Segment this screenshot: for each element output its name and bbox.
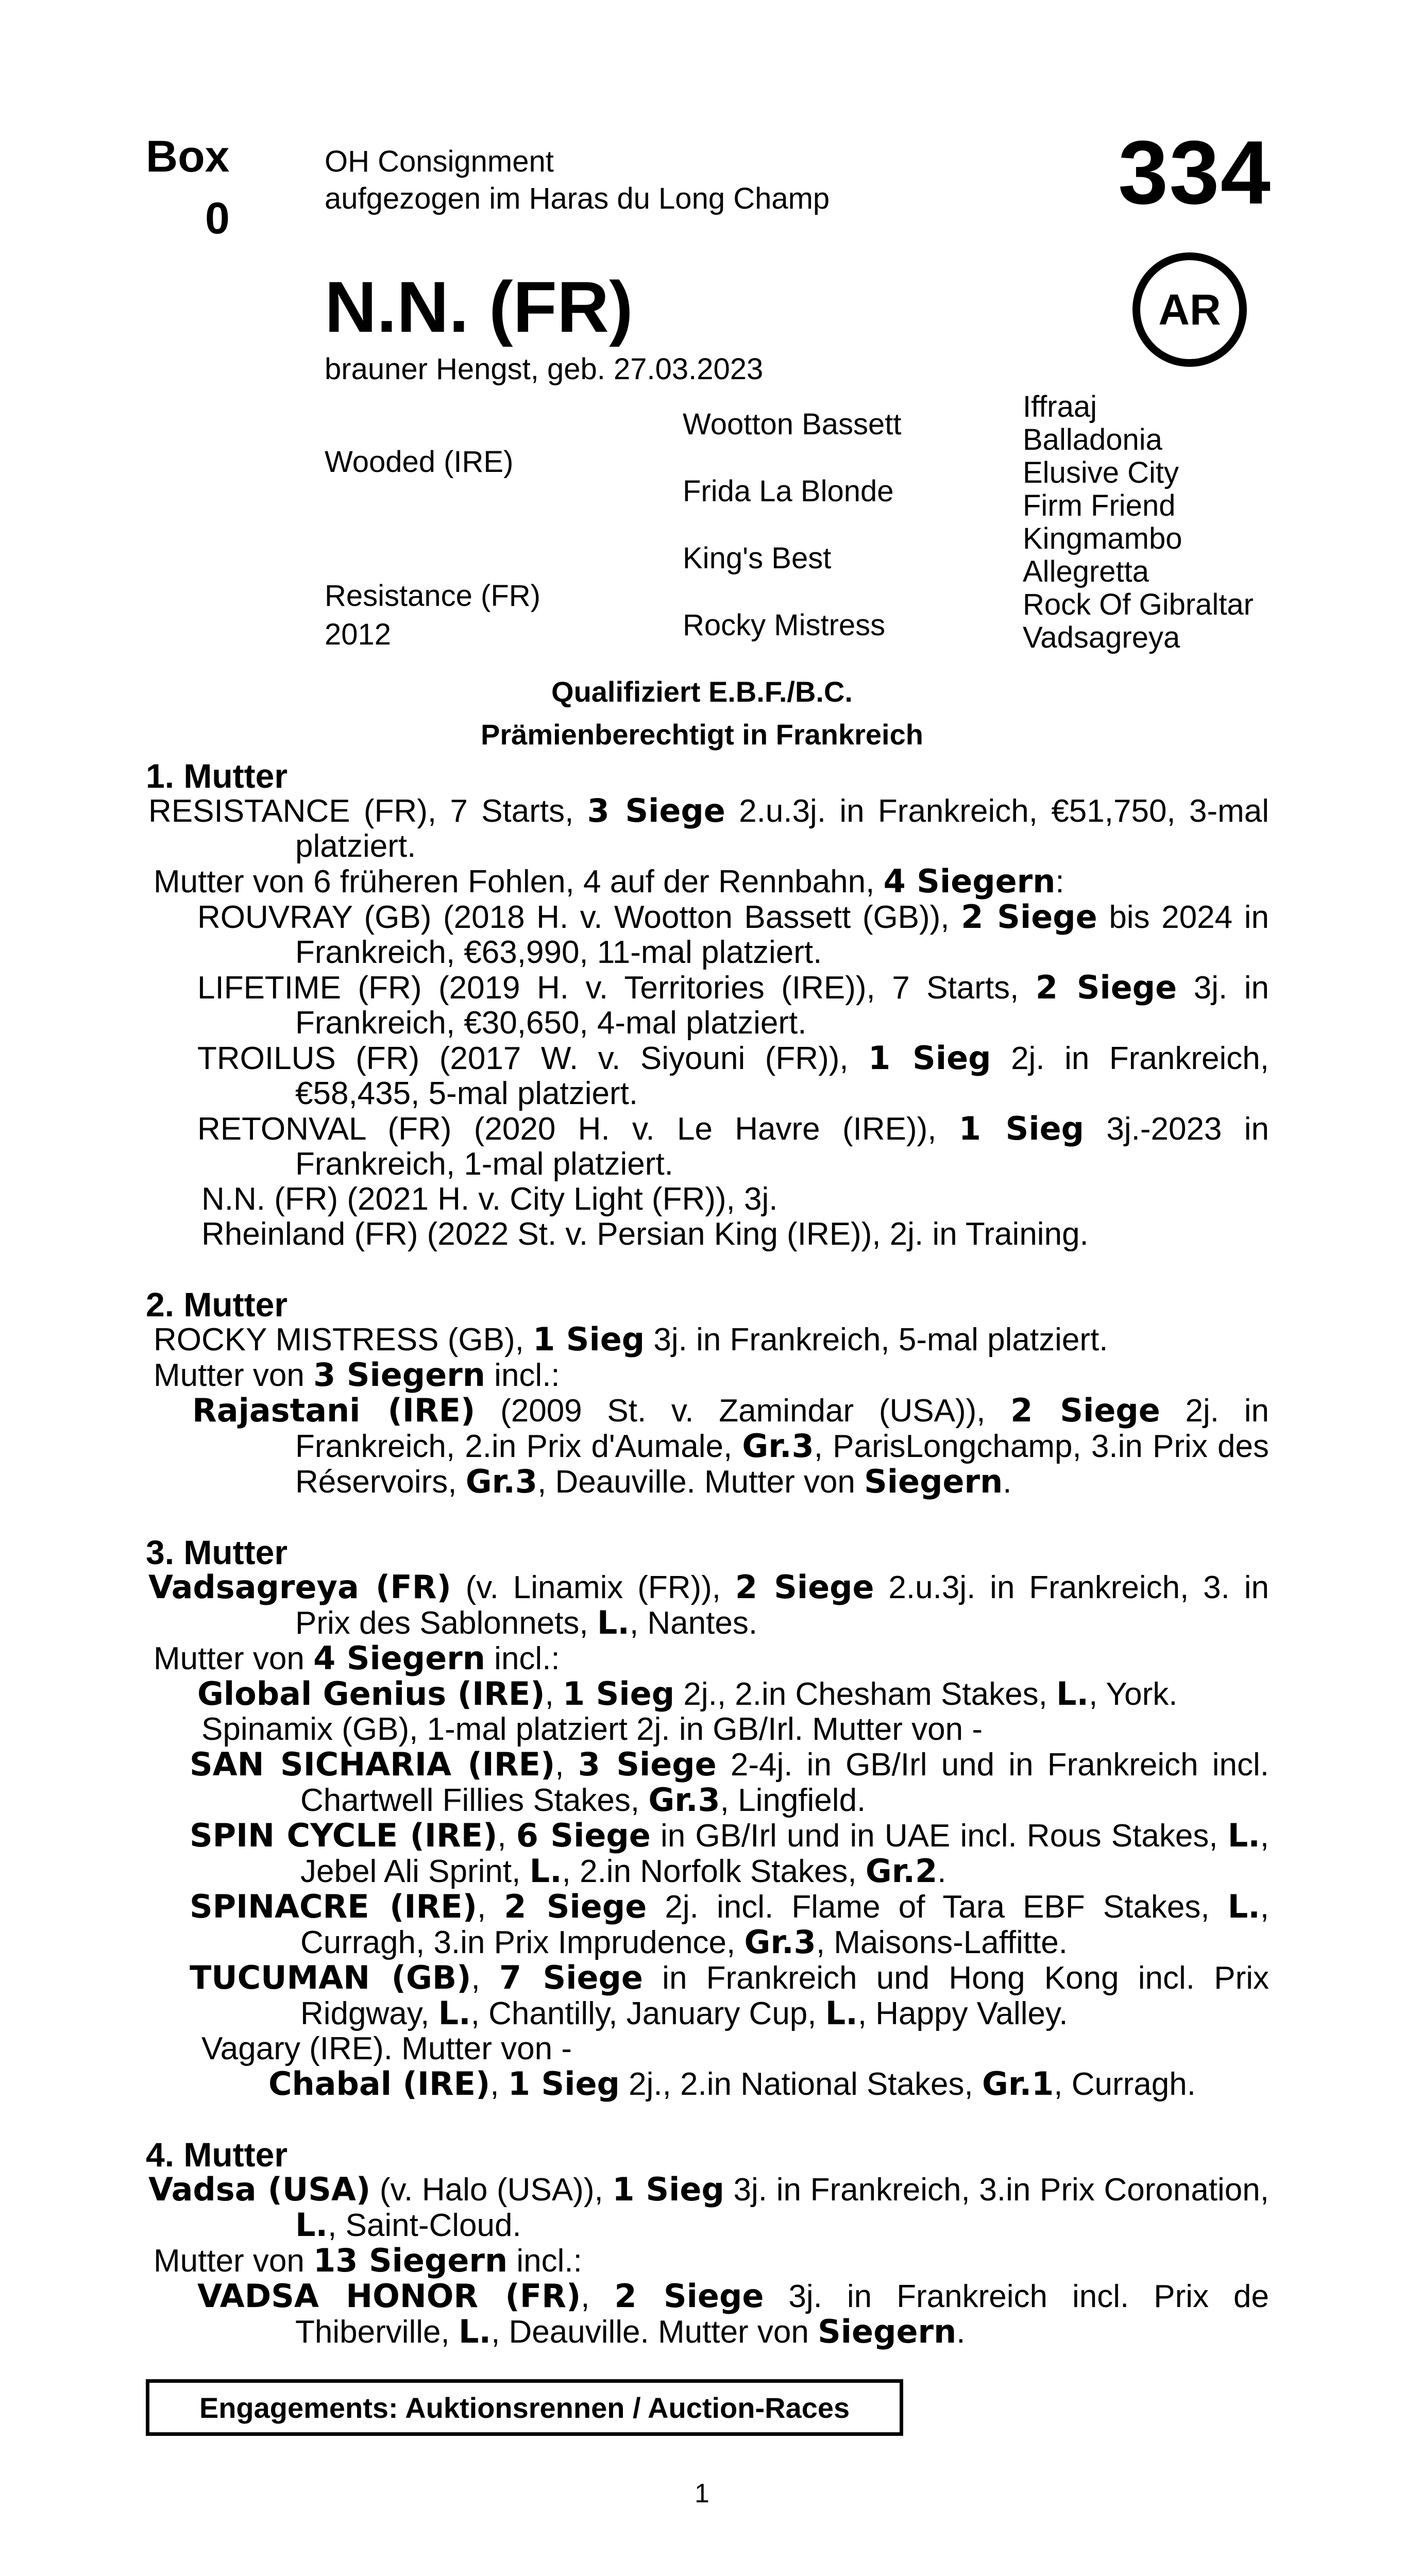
horse-name: N.N. (FR): [325, 266, 633, 347]
ar-badge-label: AR: [1158, 285, 1221, 334]
pedigree-gen3-item: Balladonia: [1023, 423, 1162, 456]
produce-summary: Mutter von 13 Siegern incl.:: [154, 2242, 582, 2279]
produce-entry: Rajastani (IRE) (2009 St. v. Zamindar (USA)), 2 Siege 2j. in Frankreich, 2.in Prix d'Aumale, Gr.3, ParisLongchamp, 3.in Prix des Réservoirs, Gr.3, Deauville. Mutter von Siegern.: [192, 1392, 1269, 1500]
produce-summary: Mutter von 4 Siegern incl.:: [154, 1639, 560, 1677]
pedigree-dam: Resistance (FR): [325, 579, 540, 613]
produce-entry: Vagary (IRE). Mutter von -: [201, 2031, 572, 2066]
pedigree-gen3-item: Elusive City: [1023, 456, 1179, 489]
dam-entry: ROCKY MISTRESS (GB), 1 Sieg 3j. in Frankreich, 5-mal platziert.: [154, 1320, 1108, 1358]
dam-entry: Vadsagreya (FR) (v. Linamix (FR)), 2 Siege 2.u.3j. in Frankreich, 3. in Prix des Sablonnets, L., Nantes.: [148, 1568, 1269, 1641]
consignment: OH Consignment: [325, 145, 554, 178]
produce-entry: Rheinland (FR) (2022 St. v. Persian King (IRE)), 2j. in Training.: [201, 1216, 1089, 1252]
produce-entry: VADSA HONOR (FR), 2 Siege 3j. in Frankreich incl. Prix de Thiberville, L., Deauville. Mutter von Siegern.: [197, 2277, 1269, 2350]
pedigree-dam-year: 2012: [325, 618, 392, 651]
pedigree-gen3-item: Firm Friend: [1023, 489, 1176, 522]
grand-produce-entry: SPIN CYCLE (IRE), 6 Siege in GB/Irl und in UAE incl. Rous Stakes, L., Jebel Ali Sprint, L., 2.in Norfolk Stakes, Gr.2.: [190, 1817, 1269, 1890]
pedigree-gen3-item: Iffraaj: [1023, 390, 1097, 423]
ar-badge: [1132, 252, 1247, 367]
pedigree-gen3-item: Vadsagreya: [1023, 621, 1180, 654]
pedigree-sire: Wooded (IRE): [325, 445, 514, 479]
pedigree-gen3-item: Allegretta: [1023, 555, 1149, 588]
pedigree-gen3-item: Kingmambo: [1023, 522, 1182, 555]
produce-entry: ROUVRAY (GB) (2018 H. v. Wootton Bassett (GB)), 2 Siege bis 2024 in Frankreich, €63,990, 11-mal platziert.: [197, 898, 1269, 970]
pedigree-gen3-item: Rock Of Gibraltar: [1023, 588, 1254, 621]
section-heading-mutter-3: 3. Mutter: [146, 1533, 288, 1571]
page-number: 1: [695, 2479, 709, 2509]
box-number: 0: [205, 194, 230, 243]
dam-line-content: [146, 758, 1269, 2350]
section-heading-mutter-2: 2. Mutter: [146, 1285, 288, 1324]
produce-entry: TROILUS (FR) (2017 W. v. Siyouni (FR)), 1 Sieg 2j. in Frankreich, €58,435, 5-mal platziert.: [197, 1039, 1269, 1111]
produce-entry: Global Genius (IRE), 1 Sieg 2j., 2.in Chesham Stakes, L., York.: [197, 1675, 1178, 1713]
produce-summary: Mutter von 6 früheren Fohlen, 4 auf der Rennbahn, 4 Siegern:: [154, 862, 1064, 900]
consignment-info: [325, 143, 830, 217]
produce-entry: N.N. (FR) (2021 H. v. City Light (FR)), 3j.: [201, 1181, 778, 1217]
pedigree-dam-dam: Rocky Mistress: [683, 608, 886, 642]
grand-produce-entry: SAN SICHARIA (IRE), 3 Siege 2-4j. in GB/Irl und in Frankreich incl. Chartwell Fillies Stakes, Gr.3, Lingfield.: [190, 1745, 1269, 1819]
grand-produce-entry: Chabal (IRE), 1 Sieg 2j., 2.in National Stakes, Gr.1, Curragh.: [268, 2065, 1196, 2103]
lot-number: 334: [1118, 123, 1272, 223]
produce-entry: LIFETIME (FR) (2019 H. v. Territories (IRE)), 7 Starts, 2 Siege 3j. in Frankreich, €30,650, 4-mal platziert.: [197, 969, 1269, 1041]
raised-at: aufgezogen im Haras du Long Champ: [325, 182, 830, 215]
qualification-ebf: Qualifiziert E.B.F./B.C.: [551, 675, 853, 708]
pedigree-sire-dam: Frida La Blonde: [683, 474, 894, 508]
produce-entry: Spinamix (GB), 1-mal platziert 2j. in GB/Irl. Mutter von -: [201, 1711, 983, 1747]
produce-summary: Mutter von 3 Siegern incl.:: [154, 1356, 560, 1394]
pedigree-sire-sire: Wootton Bassett: [683, 408, 902, 441]
engagements-label: Engagements: Auktionsrennen / Auction-Races: [199, 2391, 850, 2424]
section-heading-mutter-1: 1. Mutter: [146, 757, 288, 795]
pedigree-dam-sire: King's Best: [683, 541, 832, 575]
qualification-premium: Prämienberechtigt in Frankreich: [481, 718, 923, 751]
engagements-box: [146, 2379, 903, 2436]
dam-entry: RESISTANCE (FR), 7 Starts, 3 Siege 2.u.3j. in Frankreich, €51,750, 3-mal platziert.: [148, 792, 1269, 864]
produce-entry: RETONVAL (FR) (2020 H. v. Le Havre (IRE)), 1 Sieg 3j.-2023 in Frankreich, 1-mal platziert.: [197, 1110, 1269, 1182]
horse-description: brauner Hengst, geb. 27.03.2023: [325, 352, 764, 386]
grand-produce-entry: TUCUMAN (GB), 7 Siege in Frankreich und Hong Kong incl. Prix Ridgway, L., Chantilly, January Cup, L., Happy Valley.: [190, 1959, 1269, 2032]
grand-produce-entry: SPINACRE (IRE), 2 Siege 2j. incl. Flame of Tara EBF Stakes, L., Curragh, 3.in Prix Imprudence, Gr.3, Maisons-Laffitte.: [190, 1888, 1269, 1961]
pedigree-gen3: [1023, 391, 1254, 654]
dam-entry: Vadsa (USA) (v. Halo (USA)), 1 Sieg 3j. in Frankreich, 3.in Prix Coronation, L., Saint-Cloud.: [148, 2171, 1269, 2244]
section-heading-mutter-4: 4. Mutter: [146, 2136, 288, 2174]
box-label: Box: [146, 132, 230, 181]
